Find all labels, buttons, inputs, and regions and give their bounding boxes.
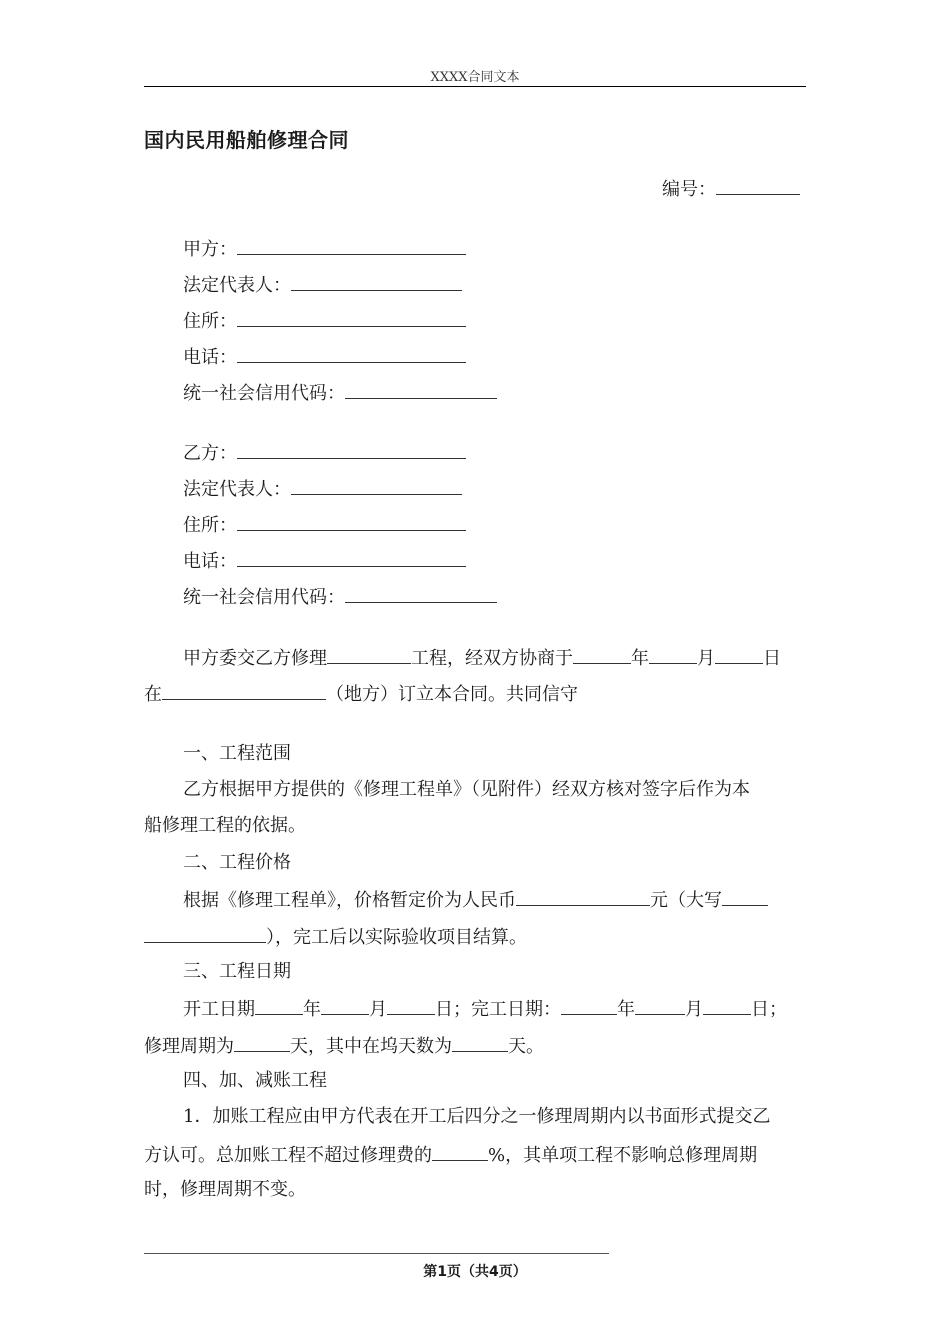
start-year: 年: [303, 999, 321, 1020]
document-title: 国内民用船舶修理合同: [144, 128, 349, 152]
party-b-address: [183, 512, 466, 538]
day-blank: [715, 645, 763, 664]
project-blank: [327, 645, 411, 664]
end-month: 月: [685, 999, 703, 1020]
place-blank: [162, 681, 326, 700]
page-header: XXXX合同文本: [430, 70, 520, 85]
party-a-phone-blank: [237, 344, 466, 363]
dock-days-blank: [452, 1033, 508, 1052]
section-3-line-1: [183, 996, 787, 1022]
extra-work-text: 方认可。总加账工程不超过修理费的: [144, 1145, 432, 1166]
dock-days-label: 天，其中在坞天数为: [290, 1036, 452, 1057]
price-uppercase-blank: [722, 887, 768, 906]
party-a-address: [183, 308, 466, 334]
party-b-credit-code-label: 统一社会信用代码：: [183, 587, 345, 608]
intro-at: 在: [144, 684, 162, 705]
start-day-blank: [387, 996, 435, 1015]
price-text: 根据《修理工程单》，价格暂定价为人民币: [183, 890, 516, 911]
start-date-label: 开工日期: [183, 999, 255, 1020]
cycle-label: 修理周期为: [144, 1036, 234, 1057]
party-a-address-label: 住所：: [183, 311, 237, 332]
end-year: 年: [617, 999, 635, 1020]
month-blank: [649, 645, 697, 664]
header-rule: [144, 86, 806, 87]
price-uppercase-blank-2: [144, 924, 266, 943]
party-a-credit-code-blank: [345, 380, 497, 399]
party-a-name-blank: [237, 236, 466, 255]
section-3-heading: 三、工程日期: [183, 961, 291, 982]
party-a-address-blank: [237, 308, 466, 327]
page-number: 第1页（共4页）: [423, 1264, 527, 1280]
party-a-rep-blank: [291, 272, 462, 291]
start-month-blank: [321, 996, 369, 1015]
end-day-blank: [703, 996, 751, 1015]
section-3-line-2: [144, 1033, 544, 1059]
price-settlement-text: ），完工后以实际验收项目结算。: [266, 927, 527, 948]
start-year-blank: [255, 996, 303, 1015]
dock-days-end: 天。: [508, 1036, 544, 1057]
intro-text-3: （地方）订立本合同。共同信守: [326, 684, 578, 705]
party-b-name-label: 乙方：: [183, 443, 237, 464]
intro-year: 年: [631, 648, 649, 669]
section-1-line-1: 乙方根据甲方提供的《修理工程单》（见附件）经双方核对签字后作为本: [183, 779, 750, 800]
footer-rule: [144, 1253, 609, 1254]
percent-blank: [432, 1142, 488, 1161]
section-4-line-2: [144, 1142, 757, 1168]
section-1-heading: 一、工程范围: [183, 743, 291, 764]
contract-number-label: 编号：: [662, 179, 716, 200]
section-1-line-2: 船修理工程的依据。: [144, 815, 306, 836]
party-b-credit-code: [183, 584, 497, 610]
party-b-address-blank: [237, 512, 466, 531]
party-b-rep-blank: [291, 476, 462, 495]
section-4-heading: 四、加、减账工程: [183, 1070, 327, 1091]
party-b-phone-blank: [237, 548, 466, 567]
party-a-name: [183, 236, 466, 262]
cycle-blank: [234, 1033, 290, 1052]
intro-text-1: 甲方委交乙方修理: [183, 648, 327, 669]
party-b-rep: [183, 476, 462, 502]
price-uppercase-text: 元（大写: [650, 890, 722, 911]
section-4-line-1: 1．加账工程应由甲方代表在开工后四分之一修理周期内以书面形式提交乙: [183, 1106, 771, 1127]
section-2-line-1: [183, 887, 768, 913]
party-a-credit-code-label: 统一社会信用代码：: [183, 383, 345, 404]
intro-text-2: 工程，经双方协商于: [411, 648, 573, 669]
party-b-name-blank: [237, 440, 466, 459]
end-year-blank: [561, 996, 617, 1015]
end-month-blank: [635, 996, 685, 1015]
party-a-name-label: 甲方：: [183, 239, 237, 260]
party-a-rep: [183, 272, 462, 298]
end-day: 日；: [751, 999, 787, 1020]
intro-day: 日: [763, 648, 781, 669]
party-a-credit-code: [183, 380, 497, 406]
price-blank: [516, 887, 650, 906]
intro-month: 月: [697, 648, 715, 669]
party-b-address-label: 住所：: [183, 515, 237, 536]
start-month: 月: [369, 999, 387, 1020]
year-blank: [573, 645, 631, 664]
party-b-name: [183, 440, 466, 466]
intro-line-1: [183, 645, 781, 671]
party-b-phone-label: 电话：: [183, 551, 237, 572]
section-4-line-3: 时，修理周期不变。: [144, 1179, 306, 1200]
section-2-line-2: [144, 924, 527, 950]
party-b-phone: [183, 548, 466, 574]
contract-number-blank: [716, 176, 800, 195]
end-date-label: 日；完工日期：: [435, 999, 561, 1020]
intro-line-2: [144, 681, 578, 707]
party-a-phone: [183, 344, 466, 370]
party-b-rep-label: 法定代表人：: [183, 479, 291, 500]
party-a-phone-label: 电话：: [183, 347, 237, 368]
party-b-credit-code-blank: [345, 584, 497, 603]
section-2-heading: 二、工程价格: [183, 852, 291, 873]
percent-text: %，其单项工程不影响总修理周期: [488, 1145, 758, 1166]
contract-number: [662, 176, 800, 202]
party-a-rep-label: 法定代表人：: [183, 275, 291, 296]
